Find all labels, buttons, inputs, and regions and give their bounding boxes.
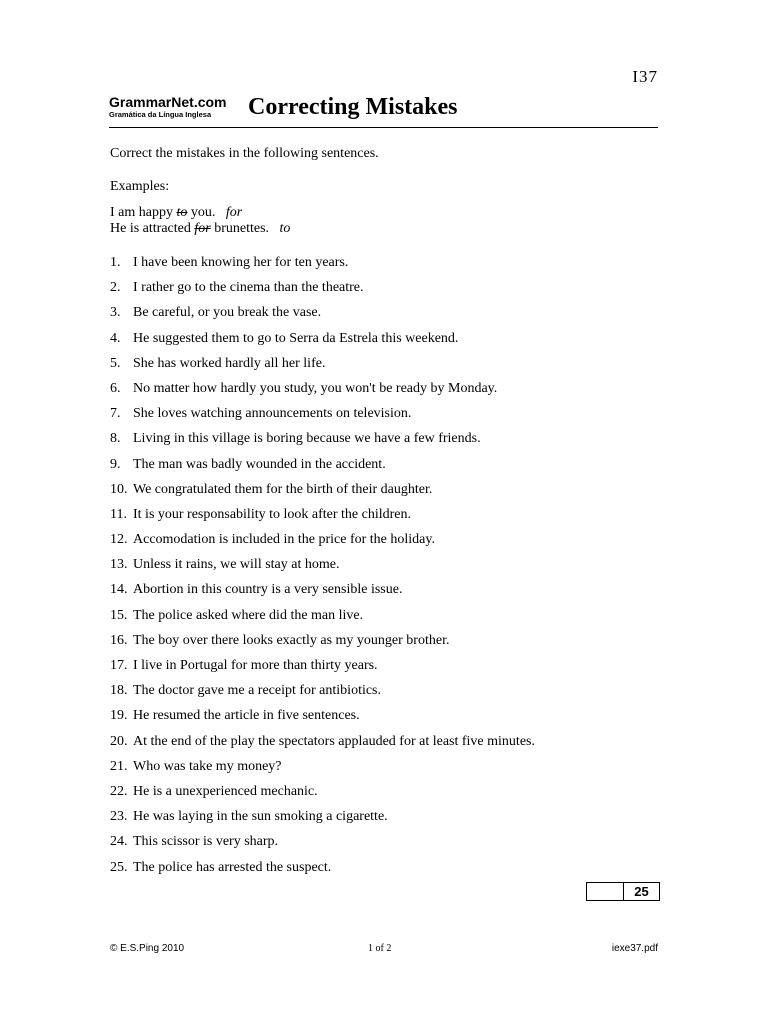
score-box [586,882,660,901]
list-item [110,356,535,381]
item-number: 3. [110,305,121,321]
item-text: The doctor gave me a receipt for antibiotics. [133,683,382,699]
list-item [110,860,535,885]
list-item [110,255,535,280]
item-number: 10. [110,481,128,497]
item-text: Abortion in this country is a very sensible issue. [133,582,403,598]
score-total: 25 [634,884,649,899]
worksheet-code: I37 [632,67,658,86]
footer-page-number: 1 of 2 [368,943,392,954]
list-item [110,532,535,557]
item-text: She has worked hardly all her life. [133,355,326,371]
item-number: 19. [110,708,128,724]
item-text: I live in Portugal for more than thirty years. [133,658,378,673]
brand-name: GrammarNet.com [109,94,227,110]
item-text: She loves watching announcements on television. [133,406,412,422]
item-text: No matter how hardly you study, you won't be ready by Monday. [133,380,498,396]
list-item [110,406,535,431]
item-number: 4. [110,330,121,346]
list-item [110,305,535,330]
list-item [110,633,535,658]
item-number: 18. [110,683,128,699]
list-item [110,507,535,532]
list-item [110,431,535,456]
item-text: The boy over there looks exactly as my younger brother. [133,632,450,648]
item-number: 20. [110,733,128,749]
item-number: 17. [110,658,128,673]
item-number: 24. [110,834,128,850]
example-1 [110,205,242,221]
brand-block [109,94,227,120]
item-number: 12. [110,532,128,548]
item-text: Be careful, or you break the vase. [133,305,322,321]
example-2-after: brunettes. [210,221,270,236]
example-1-wrong-word: to [176,205,188,220]
example-1-correction: for [225,205,243,220]
list-item [110,834,535,859]
score-blank-field[interactable] [587,883,624,900]
item-number: 9. [110,456,121,472]
item-number: 21. [110,758,128,774]
item-text: At the end of the play the spectators applauded for at least five minutes. [133,733,535,749]
item-text: Unless it rains, we will stay at home. [133,557,340,573]
item-number: 22. [110,783,128,799]
item-number: 2. [110,280,121,296]
sentence-list [110,255,535,885]
list-item [110,683,535,708]
example-2 [110,221,290,237]
examples-heading: Examples: [110,179,170,194]
item-text: Who was take my money? [133,758,282,774]
item-number: 23. [110,809,128,825]
footer-copyright: © E.S.Ping 2010 [110,943,185,954]
item-text: The man was badly wounded in the accident. [133,456,386,472]
list-item [110,331,535,356]
item-text: We congratulated them for the birth of their daughter. [133,481,433,497]
item-number: 8. [110,431,121,447]
item-text: I rather go to the cinema than the theatre. [133,280,364,296]
item-number: 11. [110,506,127,522]
item-text: Accomodation is included in the price for the holiday. [133,532,435,548]
item-text: I have been knowing her for ten years. [133,255,349,270]
footer-filename: iexe37.pdf [611,943,658,954]
example-2-correction: to [279,221,291,236]
item-text: The police has arrested the suspect. [133,859,332,875]
instructions: Correct the mistakes in the following sentences. [110,146,379,161]
item-number: 7. [110,406,121,422]
item-number: 15. [110,607,128,623]
list-item [110,759,535,784]
title-divider [109,127,658,128]
item-number: 25. [110,859,128,875]
list-item [110,708,535,733]
list-item [110,482,535,507]
example-1-before: I am happy [110,205,177,220]
list-item [110,734,535,759]
item-text: This scissor is very sharp. [133,834,279,850]
item-number: 14. [110,582,128,598]
item-text: The police asked where did the man live. [133,607,364,623]
item-number: 6. [110,380,121,396]
item-number: 16. [110,632,128,648]
brand-subtitle: Gramática da Língua Inglesa [109,110,212,119]
list-item [110,280,535,305]
item-number: 5. [110,355,121,371]
example-1-after: you. [187,205,216,220]
item-number: 1. [110,255,121,270]
item-text: He is a unexperienced mechanic. [133,783,318,799]
list-item [110,809,535,834]
item-number: 13. [110,557,128,573]
item-text: Living in this village is boring because we have a few friends. [133,431,481,447]
list-item [110,457,535,482]
item-text: It is your responsability to look after the children. [133,506,411,522]
item-text: He was laying in the sun smoking a cigarette. [133,809,388,825]
example-2-wrong-word: for [194,221,211,236]
list-item [110,784,535,809]
list-item [110,608,535,633]
item-text: He suggested them to go to Serra da Estrela this weekend. [133,330,459,346]
page-title: Correcting Mistakes [248,94,458,120]
list-item [110,381,535,406]
list-item [110,658,535,683]
list-item [110,557,535,582]
list-item [110,582,535,607]
example-2-before: He is attracted [110,221,195,236]
item-text: He resumed the article in five sentences. [133,708,360,724]
